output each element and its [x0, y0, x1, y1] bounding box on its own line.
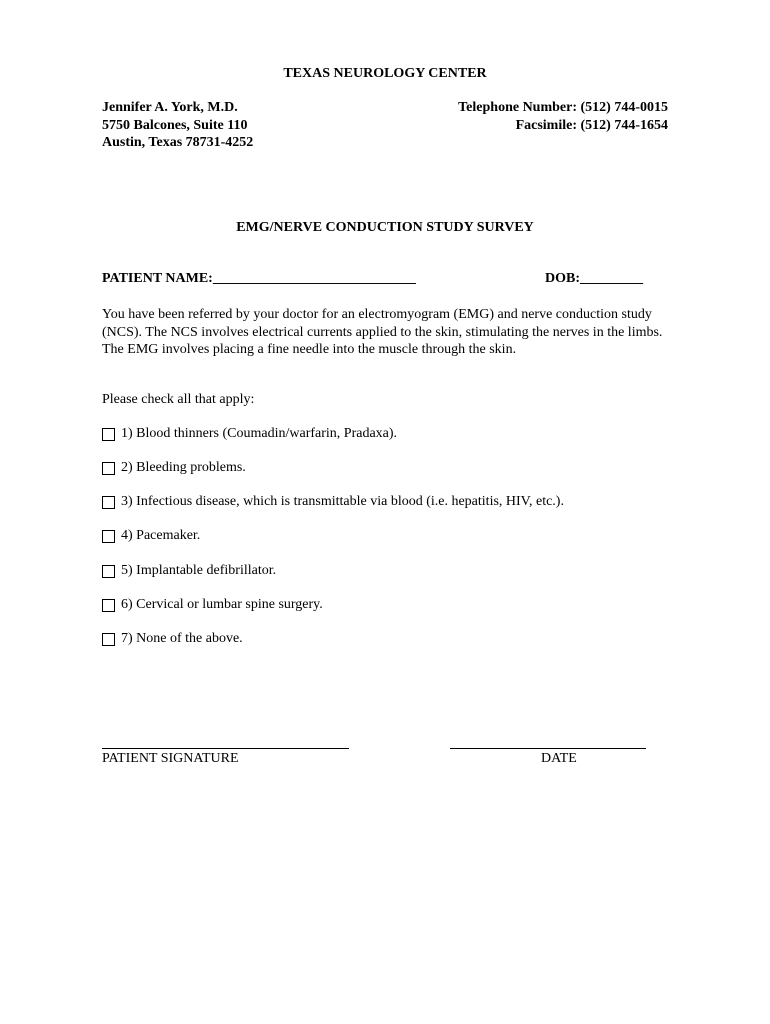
survey-title: EMG/NERVE CONDUCTION STUDY SURVEY [236, 220, 534, 235]
checkbox[interactable] [102, 565, 115, 578]
checklist-item-label: 6) Cervical or lumbar spine surgery. [121, 597, 323, 612]
checklist-item-label: 3) Infectious disease, which is transmittable via blood (i.e. hepatitis, HIV, etc.). [121, 494, 564, 509]
checklist-item-pacemaker [102, 528, 200, 544]
intro-paragraph: You have been referred by your doctor for an electromyogram (EMG) and nerve conduction study (NCS). The NCS involves electrical currents applied to the skin, stimulating the nerves in the limbs. The EMG involves placing a fine needle into the muscle through the skin. [102, 307, 663, 357]
checkbox[interactable] [102, 428, 115, 441]
checklist-item-label: 7) None of the above. [121, 631, 243, 646]
patient-name-field[interactable]: PATIENT NAME:_____________________________ [102, 271, 416, 286]
address-line-2: Austin, Texas 78731-4252 [102, 135, 254, 150]
checklist-item-label: 1) Blood thinners (Coumadin/warfarin, Pradaxa). [121, 426, 398, 441]
checkbox[interactable] [102, 633, 115, 646]
date-line[interactable] [450, 748, 646, 749]
checklist-item-infectious-disease [102, 494, 564, 510]
checklist-item-defibrillator [102, 563, 276, 579]
dob-field[interactable]: DOB:_________ [545, 271, 643, 286]
checklist-item-label: 2) Bleeding problems. [121, 460, 246, 475]
clinic-name: TEXAS NEUROLOGY CENTER [283, 66, 487, 81]
checklist-item-label: 4) Pacemaker. [121, 528, 201, 543]
checklist-item-label: 5) Implantable defibrillator. [121, 563, 277, 578]
checklist-item-bleeding-problems [102, 460, 246, 476]
date-label: DATE [541, 751, 577, 766]
patient-signature-label: PATIENT SIGNATURE [102, 751, 239, 766]
checkbox[interactable] [102, 599, 115, 612]
doctor-address-block [102, 99, 253, 152]
contact-block [458, 99, 668, 134]
facsimile-number: Facsimile: (512) 744-1654 [515, 117, 668, 133]
checkbox[interactable] [102, 530, 115, 543]
checkbox[interactable] [102, 462, 115, 475]
address-line-1: 5750 Balcones, Suite 110 [102, 117, 248, 133]
checkbox[interactable] [102, 496, 115, 509]
telephone-number: Telephone Number: (512) 744-0015 [458, 100, 668, 115]
checklist-item-spine-surgery [102, 597, 323, 613]
doctor-name: Jennifer A. York, M.D. [102, 100, 238, 115]
patient-signature-line[interactable] [102, 748, 349, 749]
checklist-item-blood-thinners [102, 426, 397, 442]
checklist-item-none [102, 631, 243, 647]
instructions-text: Please check all that apply: [102, 392, 255, 407]
